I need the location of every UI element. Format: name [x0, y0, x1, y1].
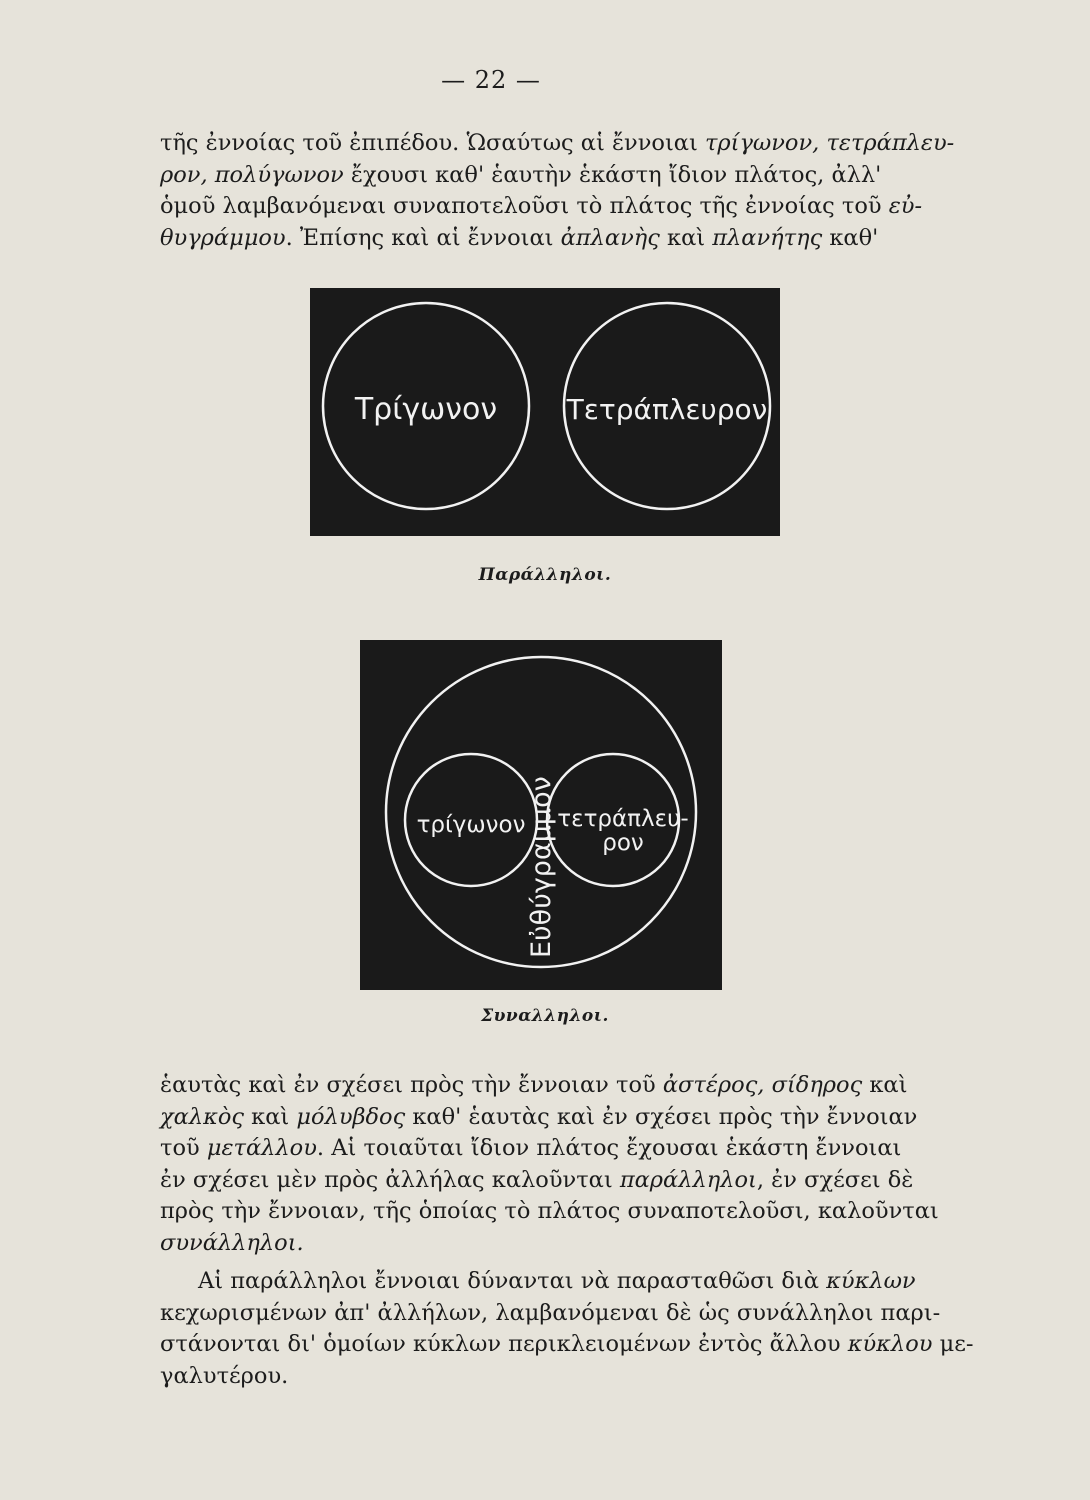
text-line — [160, 1165, 930, 1197]
paragraph-bottom — [160, 1266, 974, 1392]
text-run: . Ἐπίσης καὶ αἱ ἔννοιαι — [285, 224, 561, 251]
label-quadrilateral: Τετράπλευρον — [566, 393, 768, 426]
label-rectilinear: Εὐθύγραμμον — [526, 776, 557, 958]
caption-parallel: Παράλληλοι. — [478, 565, 612, 585]
text-line — [160, 191, 930, 223]
label-inner-quadrilateral-1: τετράπλευ- — [557, 806, 689, 832]
text-line — [160, 1228, 930, 1260]
text-italic: παράλληλοι — [619, 1166, 757, 1193]
figure-parallel-svg — [310, 288, 780, 536]
caption-subordinate: Συναλληλοι. — [481, 1006, 609, 1026]
text-run: καὶ — [862, 1072, 908, 1098]
text-run: καθ' — [822, 224, 879, 251]
text-line: πρὸς τὴν ἔννοιαν, τῆς ὁποίας τὸ πλάτος συναποτελοῦσι, καλοῦνται — [160, 1198, 939, 1224]
text-run: καθ' ἑαυτὰς καὶ ἐν σχέσει πρὸς τὴν ἔννοιαν — [405, 1103, 918, 1130]
text-run: τοῦ — [160, 1135, 207, 1161]
text-run: ἔχουσι καθ' ἑαυτὴν ἑκάστη ἴδιον πλάτος, ἀλλ' — [343, 161, 882, 188]
text-italic: τρίγωνον, τετράπλευ- — [704, 130, 955, 156]
text-line: γαλυτέρου. — [160, 1362, 289, 1389]
text-italic: κύκλου — [847, 1331, 933, 1357]
text-line — [160, 1070, 930, 1102]
text-run: καὶ — [659, 224, 713, 251]
text-italic: ἀστέρος, σίδηρος — [662, 1072, 863, 1098]
label-inner-quadrilateral-2: ρον — [602, 830, 644, 856]
text-line — [160, 1266, 930, 1298]
text-run: . Αἱ τοιαῦται ἴδιον πλάτος ἔχουσαι ἑκάστη ἔννοιαι — [316, 1135, 902, 1161]
text-line — [160, 223, 930, 255]
text-italic: μόλυβδος — [296, 1103, 406, 1130]
text-run: ὁμοῦ λαμβανόμεναι συναποτελοῦσι τὸ πλάτος τῆς ἐννοίας τοῦ — [160, 193, 889, 219]
text-run: , ἐν σχέσει δὲ — [756, 1166, 914, 1193]
label-triangle: Τρίγωνον — [354, 392, 498, 427]
figure-parallel — [310, 288, 780, 536]
text-line — [160, 128, 955, 160]
text-line — [160, 160, 930, 192]
text-italic: μετάλλου — [206, 1135, 317, 1161]
figure-subordinate-svg — [360, 640, 722, 990]
paragraph-top — [160, 128, 955, 254]
text-italic: πλανήτης — [712, 224, 823, 251]
text-run: ἐν σχέσει μὲν πρὸς ἀλλήλας καλοῦνται — [160, 1166, 620, 1193]
paragraph-middle — [160, 1070, 939, 1259]
text-run: ἑαυτὰς καὶ ἐν σχέσει πρὸς τὴν ἔννοιαν τοῦ — [160, 1072, 663, 1098]
label-inner-triangle: τρίγωνον — [416, 812, 526, 838]
text-italic: συνάλληλοι. — [160, 1229, 304, 1256]
text-italic: χαλκὸς — [160, 1103, 244, 1130]
text-run: τῆς ἐννοίας τοῦ ἐπιπέδου. Ὡσαύτως αἱ ἔννοιαι — [160, 130, 705, 156]
text-line — [160, 1133, 930, 1165]
text-italic: κύκλων — [826, 1268, 916, 1294]
text-italic: εὐ- — [888, 193, 923, 219]
figure-subordinate — [360, 640, 722, 990]
text-line — [160, 1329, 974, 1361]
text-line: κεχωρισμένων ἀπ' ἀλλήλων, λαμβανόμεναι δὲ ὡς συνάλληλοι παρι- — [160, 1299, 941, 1326]
text-run: με- — [932, 1331, 974, 1357]
text-run: στάνονται δι' ὁμοίων κύκλων περικλειομένων ἐντὸς ἄλλου — [160, 1331, 848, 1357]
text-italic: θυγράμμου — [160, 224, 286, 251]
text-run: καὶ — [244, 1103, 297, 1130]
text-line — [160, 1102, 930, 1134]
text-run: Αἱ παράλληλοι ἔννοιαι δύνανται νὰ παρασταθῶσι διὰ — [198, 1268, 827, 1294]
page-number: — 22 — — [441, 66, 541, 94]
text-italic: ρον, πολύγωνον — [160, 161, 344, 188]
text-italic: ἀπλανὴς — [560, 224, 660, 251]
